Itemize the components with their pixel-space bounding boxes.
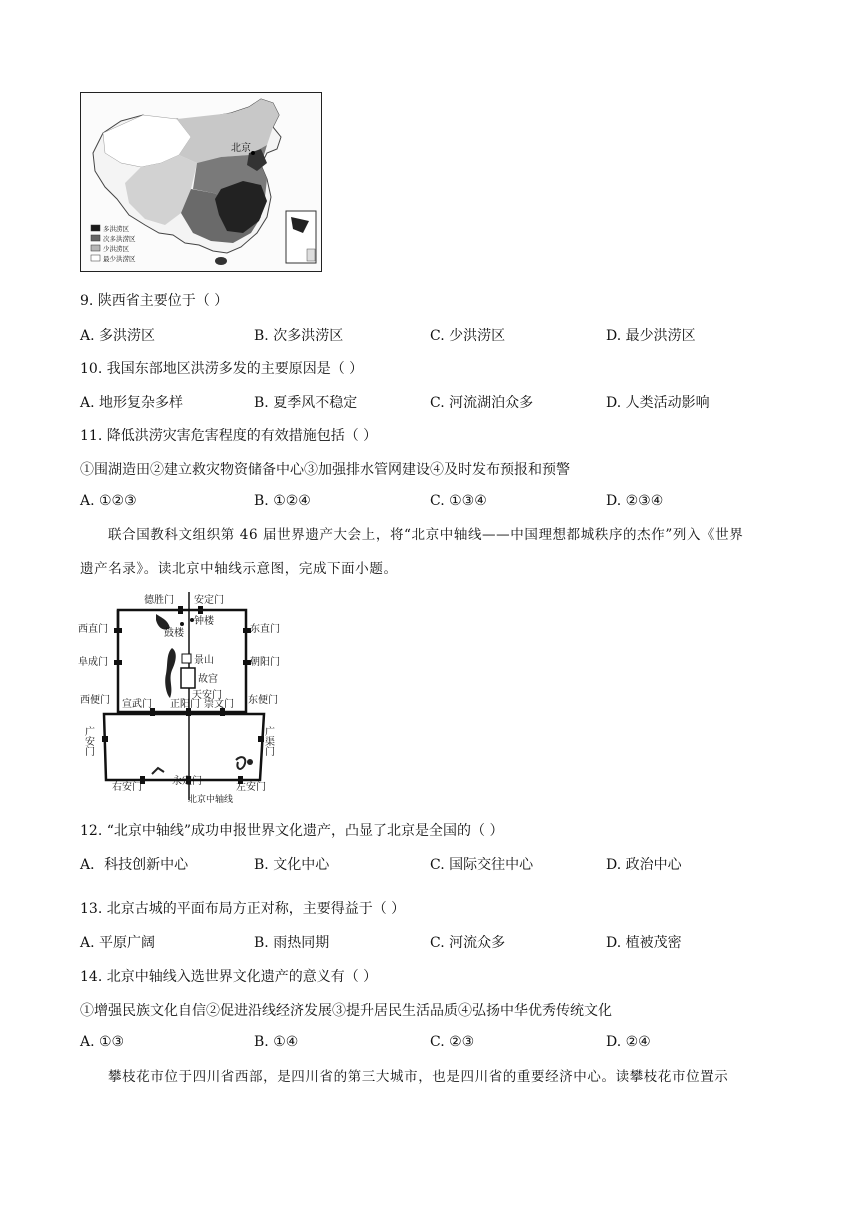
q9-stem: 9. 陕西省主要位于（ ）: [80, 293, 229, 309]
passage1-line2: 遗产名录》。读北京中轴线示意图，完成下面小题。: [80, 561, 398, 577]
q10-option-d[interactable]: D. 人类活动影响: [606, 395, 710, 411]
passage2-line1: 攀枝花市位于四川省西部，是四川省的第三大城市，也是四川省的重要经济中心。读攀枝花市位置示: [108, 1069, 729, 1085]
gate-zuoanmen: 左安门: [236, 782, 266, 793]
q10-stem: 10. 我国东部地区洪涝多发的主要原因是（ ）: [80, 361, 364, 377]
gate-chaoyangmen: 朝阳门: [250, 657, 280, 668]
q12-option-a[interactable]: A．科技创新中心: [80, 857, 189, 873]
legend-item-3: 少洪涝区: [103, 245, 129, 253]
landmark-zhonglou: 钟楼: [194, 616, 214, 627]
q14-option-c[interactable]: C. ②③: [430, 1034, 475, 1050]
q9-option-a[interactable]: A. 多洪涝区: [80, 328, 156, 344]
gugong-box: [181, 668, 195, 688]
gate-zhengyangmen: 正阳门: [170, 699, 200, 710]
q14-statements: ①增强民族文化自信②促进沿线经济发展③提升居民生活品质④弘扬中华优秀传统文化: [80, 1003, 612, 1019]
beijing-axis-map-graphic: [78, 590, 280, 805]
q14-option-a[interactable]: A. ①③: [80, 1034, 125, 1050]
gate-deshengmen: 德胜门: [144, 595, 174, 606]
landmark-jingshan: 景山: [194, 655, 214, 666]
q9-option-c[interactable]: C. 少洪涝区: [430, 328, 506, 344]
q10-option-b[interactable]: B. 夏季风不稳定: [254, 395, 358, 411]
flood-zone-map-graphic: [81, 93, 321, 271]
q10-option-c[interactable]: C. 河流湖泊众多: [430, 395, 534, 411]
q10-option-a[interactable]: A. 地形复杂多样: [80, 395, 184, 411]
gate-yongdingmen: 永定门: [172, 776, 202, 787]
q13-option-c[interactable]: C. 河流众多: [430, 935, 506, 951]
gate-andingmen: 安定门: [194, 595, 224, 606]
q14-option-d[interactable]: D. ②④: [606, 1034, 651, 1050]
q11-option-d[interactable]: D. ②③④: [606, 493, 664, 509]
legend-item-4: 最少洪涝区: [103, 255, 136, 263]
flood-legend: [91, 224, 136, 263]
legend-item-2: 次多洪涝区: [103, 235, 136, 243]
gate-chongwenmen: 崇文门: [204, 699, 234, 710]
q12-option-c[interactable]: C. 国际交往中心: [430, 857, 534, 873]
q13-option-d[interactable]: D. 植被茂密: [606, 935, 682, 951]
q14-stem: 14. 北京中轴线入选世界文化遗产的意义有（ ）: [80, 969, 378, 985]
q11-option-c[interactable]: C. ①③④: [430, 493, 487, 509]
q12-option-d[interactable]: D. 政治中心: [606, 857, 682, 873]
q12-option-b[interactable]: B. 文化中心: [254, 857, 330, 873]
q11-statements: ①围湖造田②建立救灾物资储备中心③加强排水管网建设④及时发布预报和预警: [80, 462, 570, 478]
q13-option-a[interactable]: A. 平原广阔: [80, 935, 156, 951]
beijing-axis-map: [78, 590, 280, 805]
q11-option-b[interactable]: B. ①②④: [254, 493, 311, 509]
q12-stem: 12. “北京中轴线”成功申报世界文化遗产，凸显了北京是全国的（ ）: [80, 823, 504, 839]
gate-dongzhimen: 东直门: [250, 624, 280, 635]
beijing-label: 北京: [231, 143, 251, 154]
q11-option-a[interactable]: A. ①②③: [80, 493, 137, 509]
gate-xibianmen: 西便门: [80, 695, 110, 706]
q13-option-b[interactable]: B. 雨热同期: [254, 935, 330, 951]
legend-item-1: 多洪涝区: [103, 225, 129, 233]
q9-option-b[interactable]: B. 次多洪涝区: [254, 328, 344, 344]
landmark-gulou: 鼓楼: [164, 628, 184, 639]
gate-xizhimen: 西直门: [78, 624, 108, 635]
gate-youanmen: 右安门: [112, 782, 142, 793]
flood-zone-map: [80, 92, 322, 272]
q14-option-b[interactable]: B. ①④: [254, 1034, 299, 1050]
q9-option-d[interactable]: D. 最少洪涝区: [606, 328, 696, 344]
gate-xuanwumen: 宣武门: [122, 699, 152, 710]
gate-guangqumen: 广渠门: [262, 726, 274, 756]
gate-fuchengmen: 阜成门: [78, 657, 108, 668]
q13-stem: 13. 北京古城的平面布局方正对称，主要得益于（ ）: [80, 901, 406, 917]
landmark-tiananmen: 天安门: [192, 690, 222, 701]
passage1-line1: 联合国教科文组织第 46 届世界遗产大会上，将“北京中轴线——中国理想都城秩序的杰作”列入《世界: [108, 527, 744, 543]
gate-guanganmen: 广安门: [82, 726, 94, 756]
gate-dongbianmen: 东便门: [248, 695, 278, 706]
axis-label: 北京中轴线: [188, 795, 234, 805]
q11-stem: 11. 降低洪涝灾害危害程度的有效措施包括（ ）: [80, 428, 378, 444]
landmark-gugong: 故宫: [198, 674, 218, 685]
